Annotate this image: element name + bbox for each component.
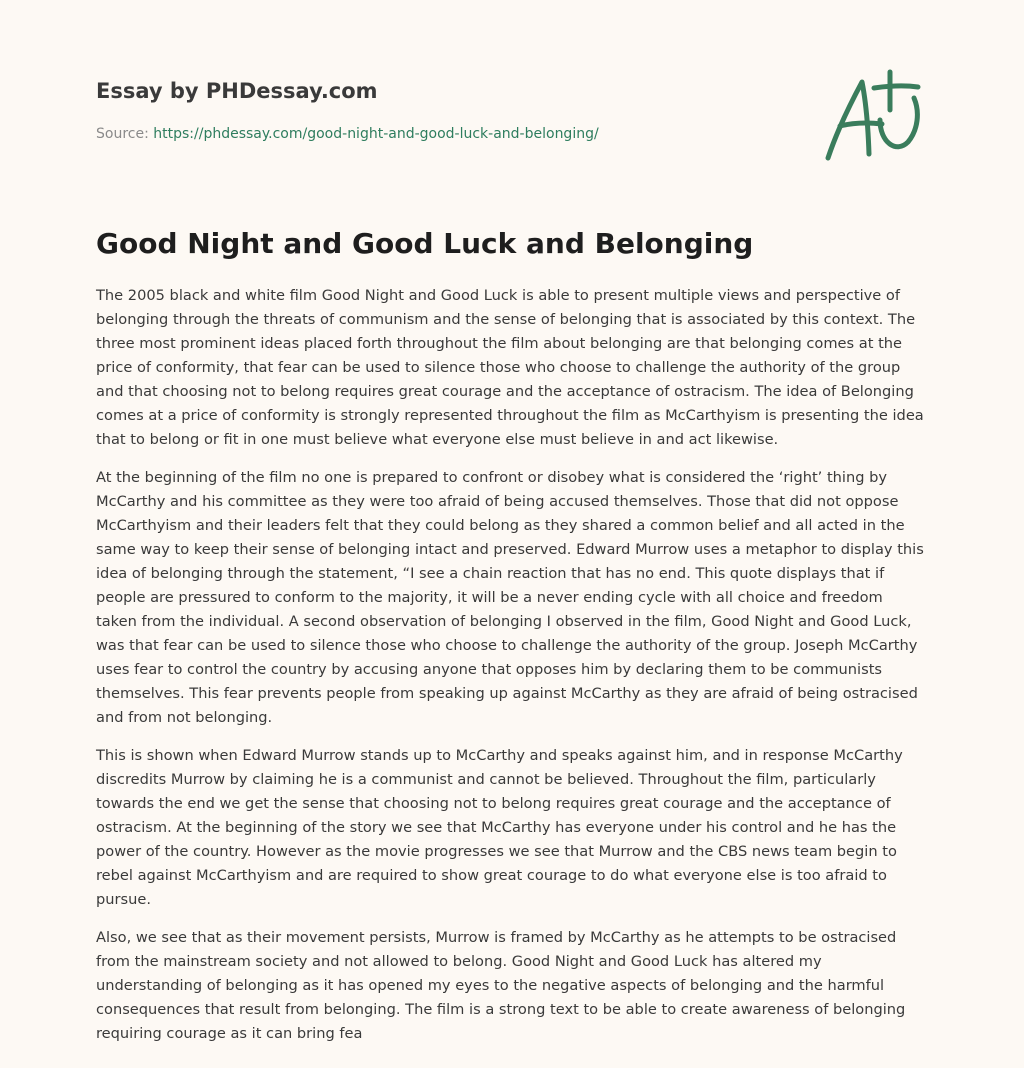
essay-body xyxy=(96,284,928,1060)
essay-paragraph: Also, we see that as their movement persists, Murrow is framed by McCarthy as he attempts to be ostracised from the mainstream society and not allowed to belong. Good Night and Good Luck has altered my understanding of belonging as it has opened my eyes to the negative aspects of belonging and the harmful consequences that result from belonging. The film is a strong text to be able to create awareness of belonging requiring courage as it can bring fea xyxy=(96,929,906,1042)
source-label: Source: xyxy=(96,126,149,142)
source-line xyxy=(96,124,796,144)
site-title: Essay by PHDessay.com xyxy=(96,79,378,103)
page-header xyxy=(96,76,796,144)
essay-title: Good Night and Good Luck and Belonging xyxy=(96,227,754,260)
a-plus-logo-icon xyxy=(822,68,928,164)
source-link[interactable]: https://phdessay.com/good-night-and-good-luck-and-belonging/ xyxy=(153,126,599,142)
essay-paragraph: This is shown when Edward Murrow stands up to McCarthy and speaks against him, and in response McCarthy discredits Murrow by claiming he is a communist and cannot be believed. Throughout the film, particularly towards the end we get the sense that choosing not to belong requires great courage and the acceptance of ostracism. At the beginning of the story we see that McCarthy has everyone under his control and he has the power of the country. However as the movie progresses we see that Murrow and the CBS news team begin to rebel against McCarthyism and are required to show great courage to do what everyone else is too afraid to pursue. xyxy=(96,747,903,908)
essay-paragraph: The 2005 black and white film Good Night and Good Luck is able to present multiple views and perspective of belonging through the threats of communism and the sense of belonging that is associated by this context. The three most prominent ideas placed forth throughout the film about belonging are that belonging comes at the price of conformity, that fear can be used to silence those who choose to challenge the authority of the group and that choosing not to belong requires great courage and the acceptance of ostracism. The idea of Belonging comes at a price of conformity is strongly represented throughout the film as McCarthyism is presenting the idea that to belong or fit in one must believe what everyone else must believe in and act likewise. xyxy=(96,287,924,448)
essay-paragraph: At the beginning of the film no one is prepared to confront or disobey what is considered the ‘right’ thing by McCarthy and his committee as they were too afraid of being accused themselves. Those that did not oppose McCarthyism and their leaders felt that they could belong as they shared a common belief and all acted in the same way to keep their sense of belonging intact and preserved. Edward Murrow uses a metaphor to display this idea of belonging through the statement, “I see a chain reaction that has no end. This quote displays that if people are pressured to conform to the majority, it will be a never ending cycle with all choice and freedom taken from the individual. A second observation of belonging I observed in the film, Good Night and Good Luck, was that fear can be used to silence those who choose to challenge the authority of the group. Joseph McCarthy uses fear to control the country by accusing anyone that opposes him by declaring them to be communists themselves. This fear prevents people from speaking up against McCarthy as they are afraid of being ostracised and from not belonging. xyxy=(96,469,924,726)
